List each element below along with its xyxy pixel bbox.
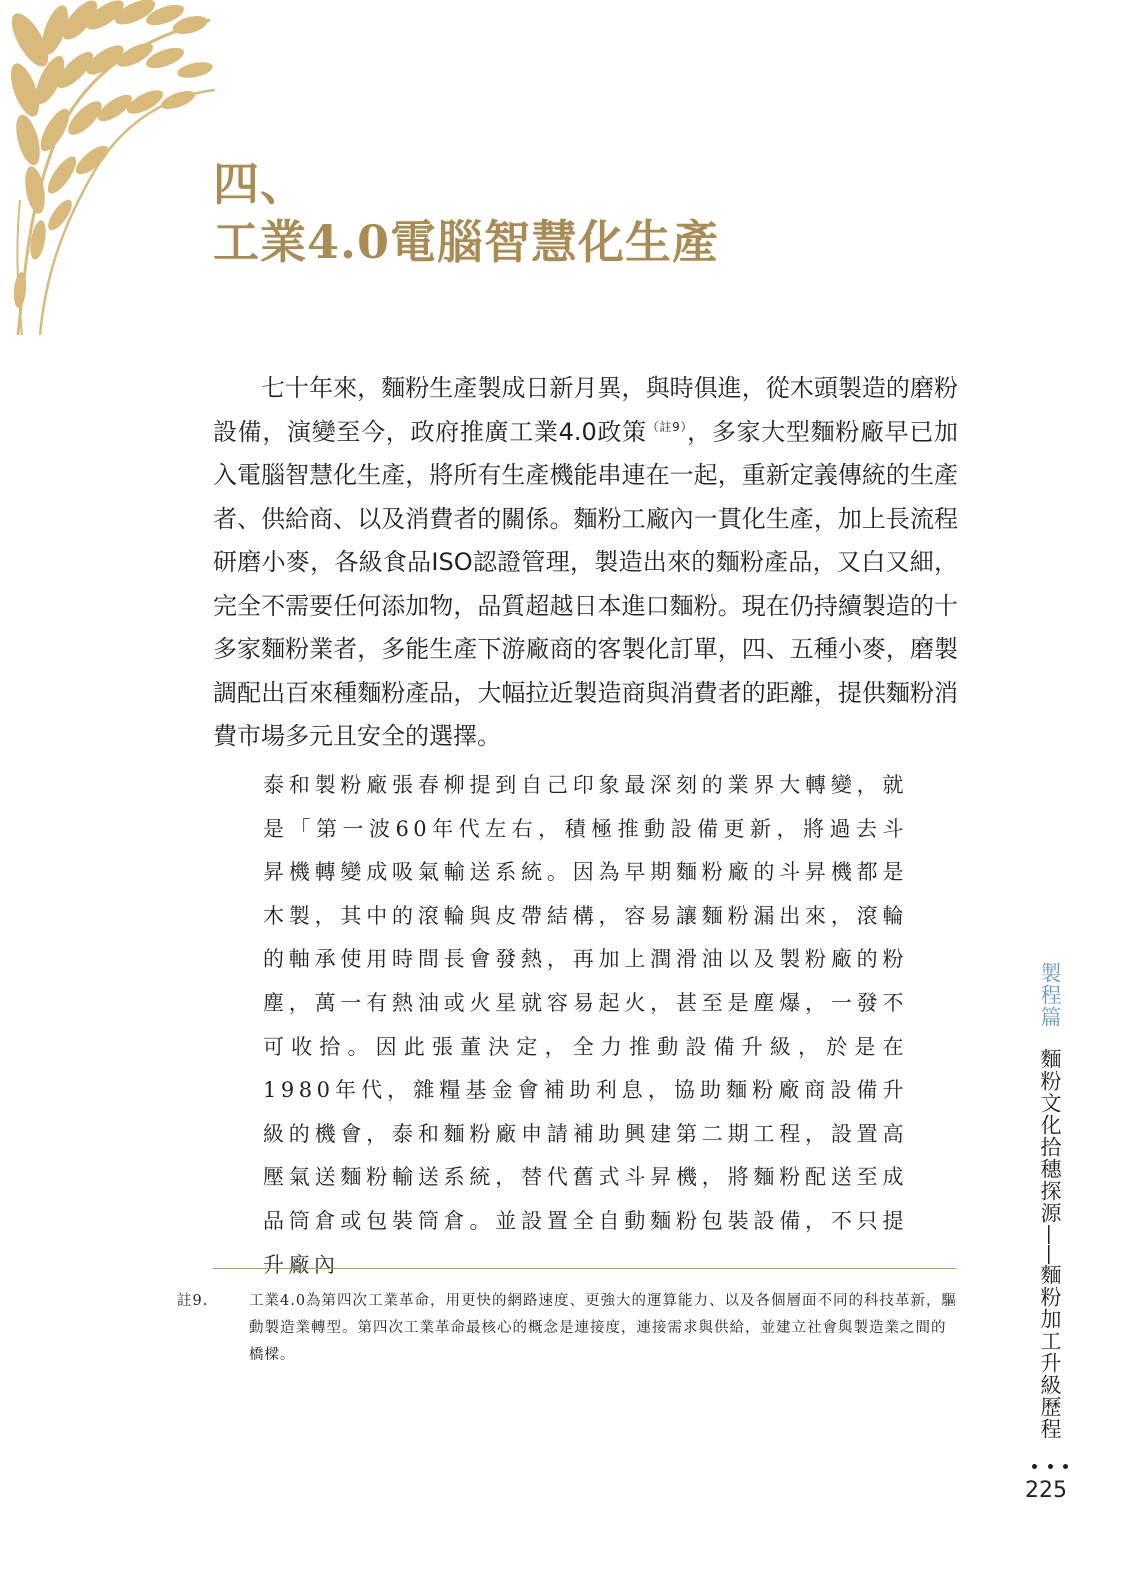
page-dots-icon bbox=[1032, 1464, 1068, 1469]
body-text-a: 七十年來，麵粉生產製成日新月異，與時俱進，從木頭製造的磨粉設備，演變至今，政府推廣工業4.0政策 bbox=[213, 374, 958, 446]
footnote-divider bbox=[213, 1268, 956, 1269]
body-text-b: ，多家大型麵粉廠早已加入電腦智慧化生產，將所有生產機能串連在一起，重新定義傳統的生產者、供給商、以及消費者的關係。麵粉工廠內一貫化生產，加上長流程研磨小麥，各級食品ISO認證管理，製造出來的麵粉產品，又白又細，完全不需要任何添加物，品質超越日本進口麵粉。現在仍持續製造的十多家麵粉業者，多能生產下游廠商的客製化訂單，四、五種小麥，磨製調配出百來種麵粉產品，大幅拉近製造商與消費者的距離，提供麵粉消費市場多元且安全的選擇。 bbox=[213, 417, 959, 750]
chapter-name bbox=[1038, 1048, 1062, 1440]
page-number: 225 bbox=[1025, 1478, 1067, 1503]
footnote-ref[interactable]: （註9） bbox=[646, 419, 688, 434]
chapter-name-b: 麵粉加工升級歷程 bbox=[1038, 1263, 1062, 1440]
section-name: 製程篇 bbox=[1038, 962, 1062, 1028]
wheat-ears-icon bbox=[0, 0, 225, 335]
quote-block bbox=[263, 764, 908, 1287]
footnote-label: 註9. bbox=[177, 1293, 209, 1309]
chapter-title bbox=[213, 155, 719, 271]
body-paragraph bbox=[213, 367, 958, 759]
running-header bbox=[1037, 962, 1063, 1440]
chapter-name-a: 麵粉文化拾穗探源 bbox=[1038, 1047, 1062, 1224]
title-line-1: 四、 bbox=[213, 157, 307, 211]
quote-text: 泰和製粉廠張春柳提到自己印象最深刻的業界大轉變，就是「第一波60年代左右，積極推動設備更新，將過去斗昇機轉變成吸氣輸送系統。因為早期麵粉廠的斗昇機都是木製，其中的滾輪與皮帶結構，容易讓麵粉漏出來，滾輪的軸承使用時間長會發熱，再加上潤滑油以及製粉廠的粉塵，萬一有熱油或火星就容易起火，甚至是塵爆，一發不可收拾。因此張董決定，全力推動設備升級，於是在1980年代，雜糧基金會補助利息，協助麵粉廠商設備升級的機會，泰和麵粉廠申請補助興建第二期工程，設置高壓氣送麵粉輸送系統，替代舊式斗昇機，將麵粉配送至成品筒倉或包裝筒倉。並設置全自動麵粉包裝設備，不只提升廠內 bbox=[263, 773, 908, 1277]
title-line-2: 工業4.0電腦智慧化生產 bbox=[213, 215, 720, 269]
footnote bbox=[177, 1288, 958, 1369]
footnote-text: 工業4.0為第四次工業革命，用更快的網路速度、更強大的運算能力、以及各個層面不同的科技革新，驅動製造業轉型。第四次工業革命最核心的概念是連接度，連接需求與供給，並建立社會與製造業之間的橋樑。 bbox=[249, 1293, 958, 1363]
chapter-name-dash: —— bbox=[1038, 1223, 1062, 1264]
